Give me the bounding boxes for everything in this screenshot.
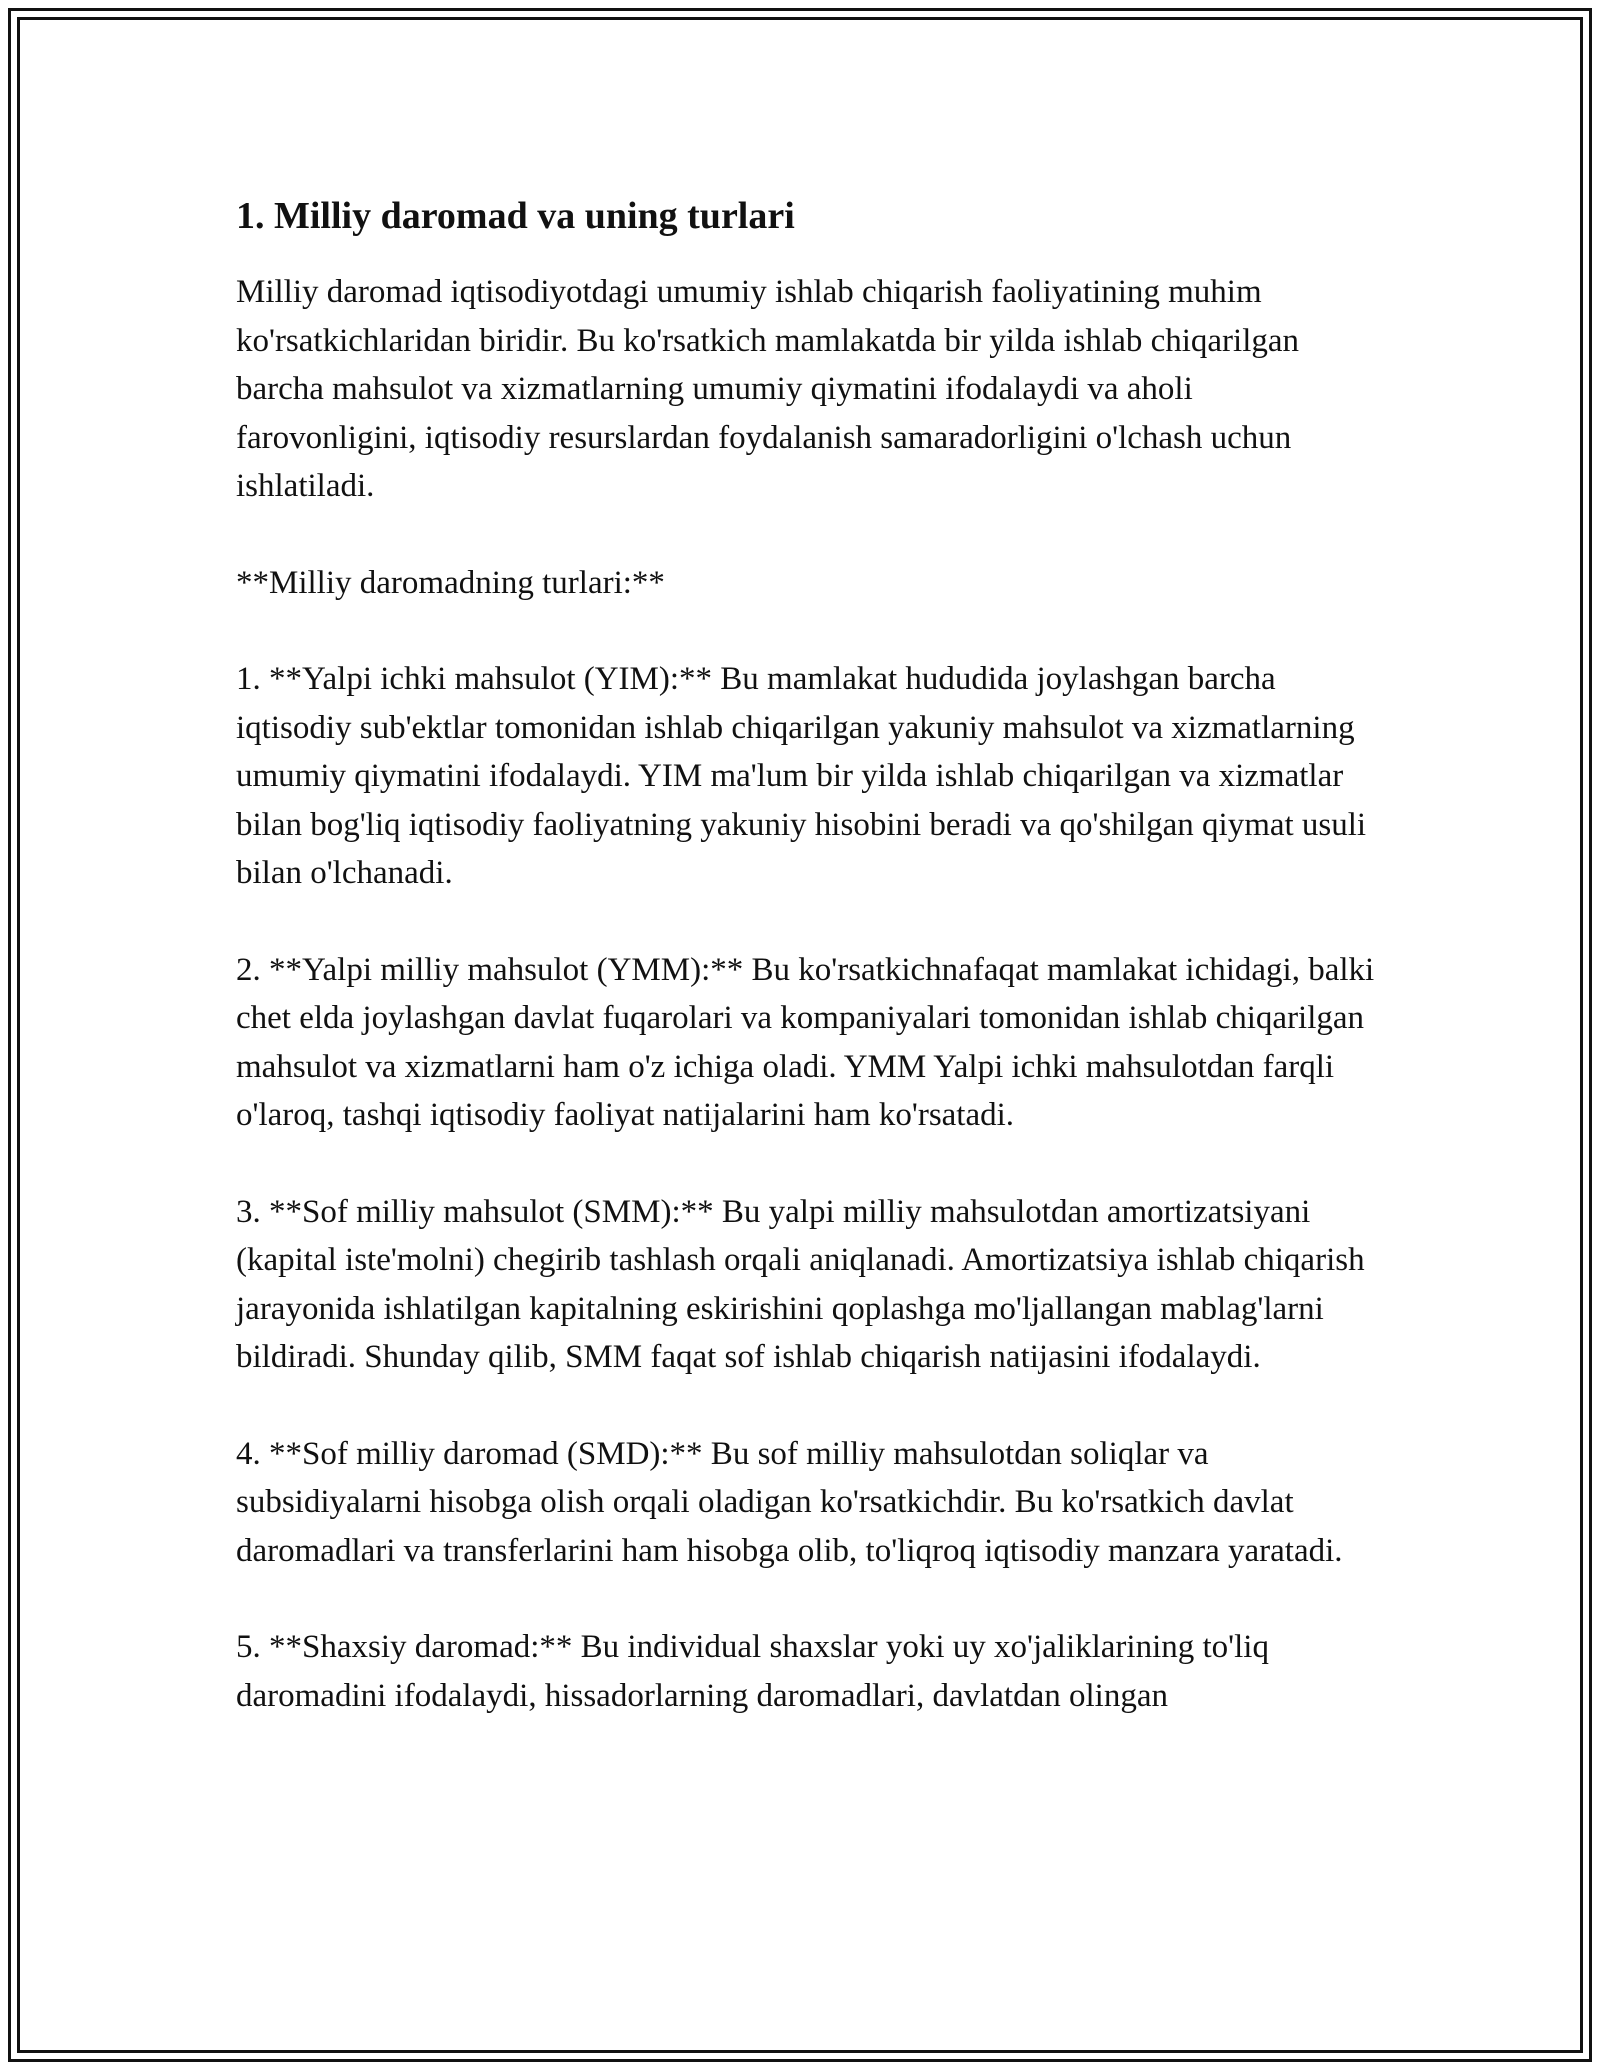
intro-paragraph: Milliy daromad iqtisodiyotdagi umumiy ishlab chiqarish faoliyatining muhim ko'rsatkichlaridan biridir. Bu ko'rsatkich mamlakatda bir yilda ishlab chiqarilgan barcha mahsulot va xizmatlarning umumiy qiymatini ifodalaydi va aholi farovonligini, iqtisodiy resurslardan foydalanish samaradorligini o'lchash uchun ishlatiladi. [236, 274, 1300, 504]
types-subheading: **Milliy daromadning turlari:** [236, 564, 665, 601]
list-item-smm: 3. **Sof milliy mahsulot (SMM):** Bu yalpi milliy mahsulotdan amortizatsiyani (kapital iste'molni) chegirib tashlash orqali aniqlanadi. Amortizatsiya ishlab chiqarish jarayonida ishlatilgan kapitalning eskirishini qoplashga mo'ljallangan mablag'larni bildiradi. Shunday qilib, SMM faqat sof ishlab chiqarish natijasini ifodalaydi. [236, 1193, 1365, 1375]
list-item-shaxsiy-daromad: 5. **Shaxsiy daromad:** Bu individual shaxslar yoki uy xo'jaliklarining to'liq daromadini ifodalaydi, hissadorlarning daromadlari, davlatdan olingan [236, 1629, 1269, 1714]
list-item-yim: 1. **Yalpi ichki mahsulot (YIM):** Bu mamlakat hududida joylashgan barcha iqtisodiy sub'ektlar tomonidan ishlab chiqarilgan yakuniy mahsulot va xizmatlarning umumiy qiymatini ifodalaydi. YIM ma'lum bir yilda ishlab chiqarilgan va xizmatlar bilan bog'liq iqtisodiy faoliyatning yakuniy hisobini beradi va qo'shilgan qiymat usuli bilan o'lchanadi. [236, 661, 1367, 891]
section-heading: 1. Milliy daromad va uning turlari [236, 195, 795, 237]
document-body [236, 188, 1376, 1768]
list-item-ymm: 2. **Yalpi milliy mahsulot (YMM):** Bu ko'rsatkichnafaqat mamlakat ichidagi, balki chet elda joylashgan davlat fuqarolari va kompaniyalari tomonidan ishlab chiqarilgan mahsulot va xizmatlarni ham o'z ichiga oladi. YMM Yalpi ichki mahsulotdan farqli o'laroq, tashqi iqtisodiy faoliyat natijalarini ham ko'rsatadi. [236, 951, 1375, 1133]
list-item-smd: 4. **Sof milliy daromad (SMD):** Bu sof milliy mahsulotdan soliqlar va subsidiyalarni hisobga olish orqali oladigan ko'rsatkichdir. Bu ko'rsatkich davlat daromadlari va transferlarini ham hisobga olib, to'liqroq iqtisodiy manzara yaratadi. [236, 1435, 1343, 1569]
